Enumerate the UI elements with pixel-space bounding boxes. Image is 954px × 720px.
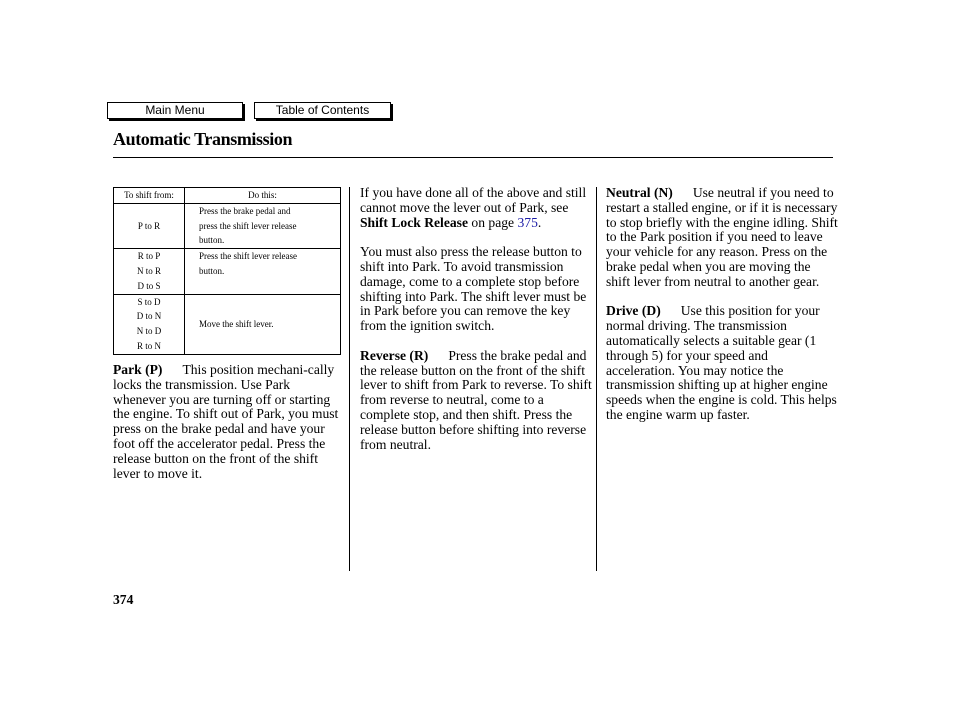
reverse-section [360, 349, 592, 453]
reverse-heading: Reverse (R) [360, 347, 429, 363]
do-this-line: Press the brake pedal and [199, 205, 291, 216]
main-menu-button[interactable]: Main Menu [107, 102, 243, 119]
shift-from-entry: N to D [136, 326, 162, 337]
table-of-contents-button[interactable]: Table of Contents [254, 102, 391, 119]
drive-section [606, 304, 838, 422]
shift-from-cell [114, 249, 185, 294]
do-this-line: Press the shift lever release [199, 251, 297, 262]
shift-from-cell [114, 203, 185, 248]
sentence-end: . [537, 214, 542, 230]
do-this-line: button. [199, 265, 225, 276]
neutral-heading: Neutral (N) [606, 185, 673, 200]
shift-from-entry: R to N [136, 340, 161, 351]
right-column [606, 186, 838, 438]
on-page-text: on page [471, 214, 515, 230]
shift-table-header-row [114, 188, 341, 204]
neutral-section [606, 186, 838, 290]
shift-from-entry: S to D [137, 296, 161, 307]
shift-lock-paragraph [360, 186, 592, 230]
table-row [114, 203, 341, 248]
shift-lock-release-reference: Shift Lock Release [360, 214, 468, 230]
shift-from-entry: D to N [136, 311, 162, 322]
neutral-text: Use neutral if you need to restart a stalled engine, or if it is necessary to stop briefly with the engine idling. Shift to the Park position if you need to leave your vehicle for any reason. Press on the brake pedal when you are moving the shift lever from neutral to another gear. [606, 185, 838, 289]
park-text: This position mechani-cally locks the transmission. Use Park whenever you are turning off or starting the engine. To shift out of Park, you must press on the brake pedal and have your foot off the accelerator pedal. Press the release button on the front of the shift lever to move it. [113, 362, 339, 481]
do-this-cell [185, 294, 341, 354]
release-button-paragraph: You must also press the release button to shift into Park. To avoid transmission damage, come to a complete stop before shifting into Park. The shift lever must be in Park before you can remove the key from the ignition switch. [360, 244, 587, 334]
column-divider [596, 187, 597, 571]
reverse-text: Press the brake pedal and the release button on the front of the shift lever to shift from Park to reverse. To shift from reverse to neutral, come to a complete stop, and then shift. Press the release button before shifting into reverse from neutral. [360, 347, 592, 452]
title-rule [113, 157, 833, 158]
shift-from-entry: N to R [136, 265, 161, 276]
header-shift-from: To shift from: [114, 188, 185, 204]
do-this-line: press the shift lever release [199, 220, 297, 231]
shift-from-entry: D to S [137, 280, 161, 291]
do-this-cell [185, 203, 341, 248]
do-this-line: button. [199, 235, 225, 246]
table-row [114, 249, 341, 294]
shift-from-cell [114, 294, 185, 354]
shift-from-entry: R to P [137, 251, 161, 262]
park-heading: Park (P) [113, 362, 163, 377]
park-section [113, 363, 345, 481]
left-column [113, 363, 345, 496]
middle-column [360, 186, 592, 467]
drive-text: Use this position for your normal driving. The transmission automatically selects a suitable gear (1 through 5) for your speed and acceleration. You may notice the transmission shifting up at higher engine speeds when the engine is cold. This helps the engine warm up faster. [606, 303, 837, 422]
page-title: Automatic Transmission [113, 129, 293, 149]
drive-heading: Drive (D) [606, 303, 661, 319]
page-number: 374 [113, 592, 134, 607]
shift-table [113, 187, 341, 355]
shift-from-entry: P to R [137, 220, 161, 231]
do-this-cell [185, 249, 341, 294]
do-this-line: Move the shift lever. [199, 318, 274, 329]
shift-lock-text: If you have done all of the above and still cannot move the lever out of Park, see [360, 185, 587, 215]
column-divider [349, 187, 350, 571]
table-row [114, 294, 341, 354]
page-375-link[interactable]: 375 [517, 214, 538, 230]
header-do-this: Do this: [185, 188, 341, 204]
